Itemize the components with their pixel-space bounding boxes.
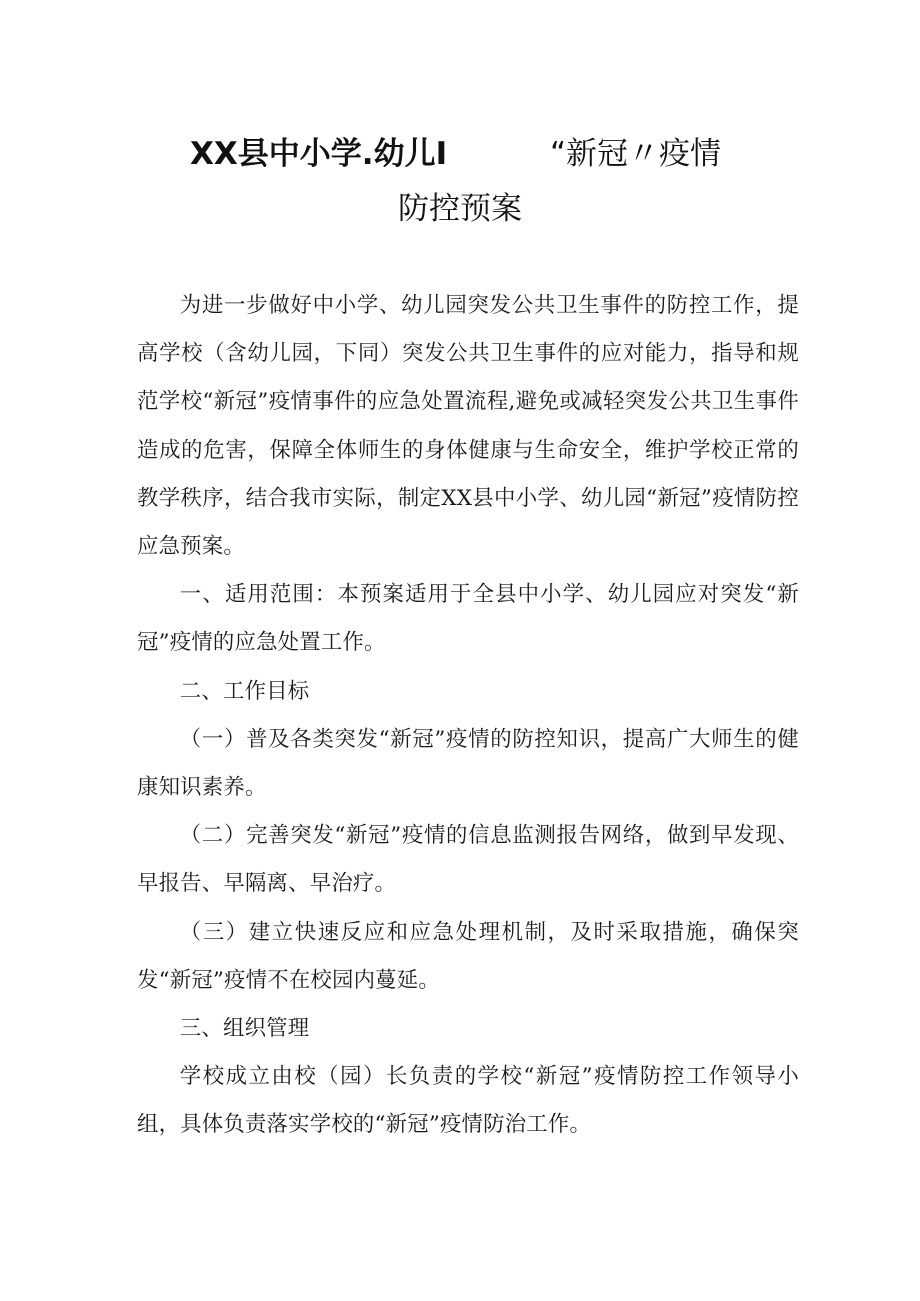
document-title-line1 (190, 128, 750, 172)
paragraph-scope: 一、适用范围：本预案适用于全县中小学、幼儿园应对突发“新冠”疫情的应急处置工作。 (137, 582, 799, 656)
document-body (137, 282, 799, 1150)
title-left-part: XX县中小学.幼儿I (190, 136, 448, 172)
title-right-part: “新冠〃疫情 (550, 136, 722, 172)
paragraph-goal-1: （一）普及各类突发“新冠”疫情的防控知识，提高广大师生的健康知识素养。 (137, 726, 799, 801)
paragraph-goal-3: （三）建立快速反应和应急处理机制，及时采取措施，确保突发“新冠”疫情不在校园内蔓延。 (137, 919, 799, 993)
paragraph-goal-2: （二）完善突发“新冠”疫情的信息监测报告网络，做到早发现、早报告、早隔离、早治疗。 (137, 823, 799, 897)
paragraph-intro: 为进一步做好中小学、幼儿园突发公共卫生事件的防控工作，提高学校（含幼儿园，下同）突发公共卫生事件的应对能力，指导和规范学校“新冠”疫情事件的应急处置流程,避免或减轻突发公共卫生事件造成的危害，保障全体师生的身体健康与生命安全，维护学校正常的教学秩序，结合我市实际，制定XX县中小学、幼儿园“新冠”疫情防控应急预案。 (137, 293, 799, 560)
paragraph-organization: 学校成立由校（园）长负责的学校“新冠”疫情防控工作领导小组，具体负责落实学校的“新冠”疫情防治工作。 (137, 1064, 799, 1138)
document-title-line2: 防控预案 (398, 191, 522, 227)
section-heading-goals: 二、工作目标 (179, 678, 310, 704)
section-heading-organization: 三、组织管理 (179, 1016, 310, 1042)
